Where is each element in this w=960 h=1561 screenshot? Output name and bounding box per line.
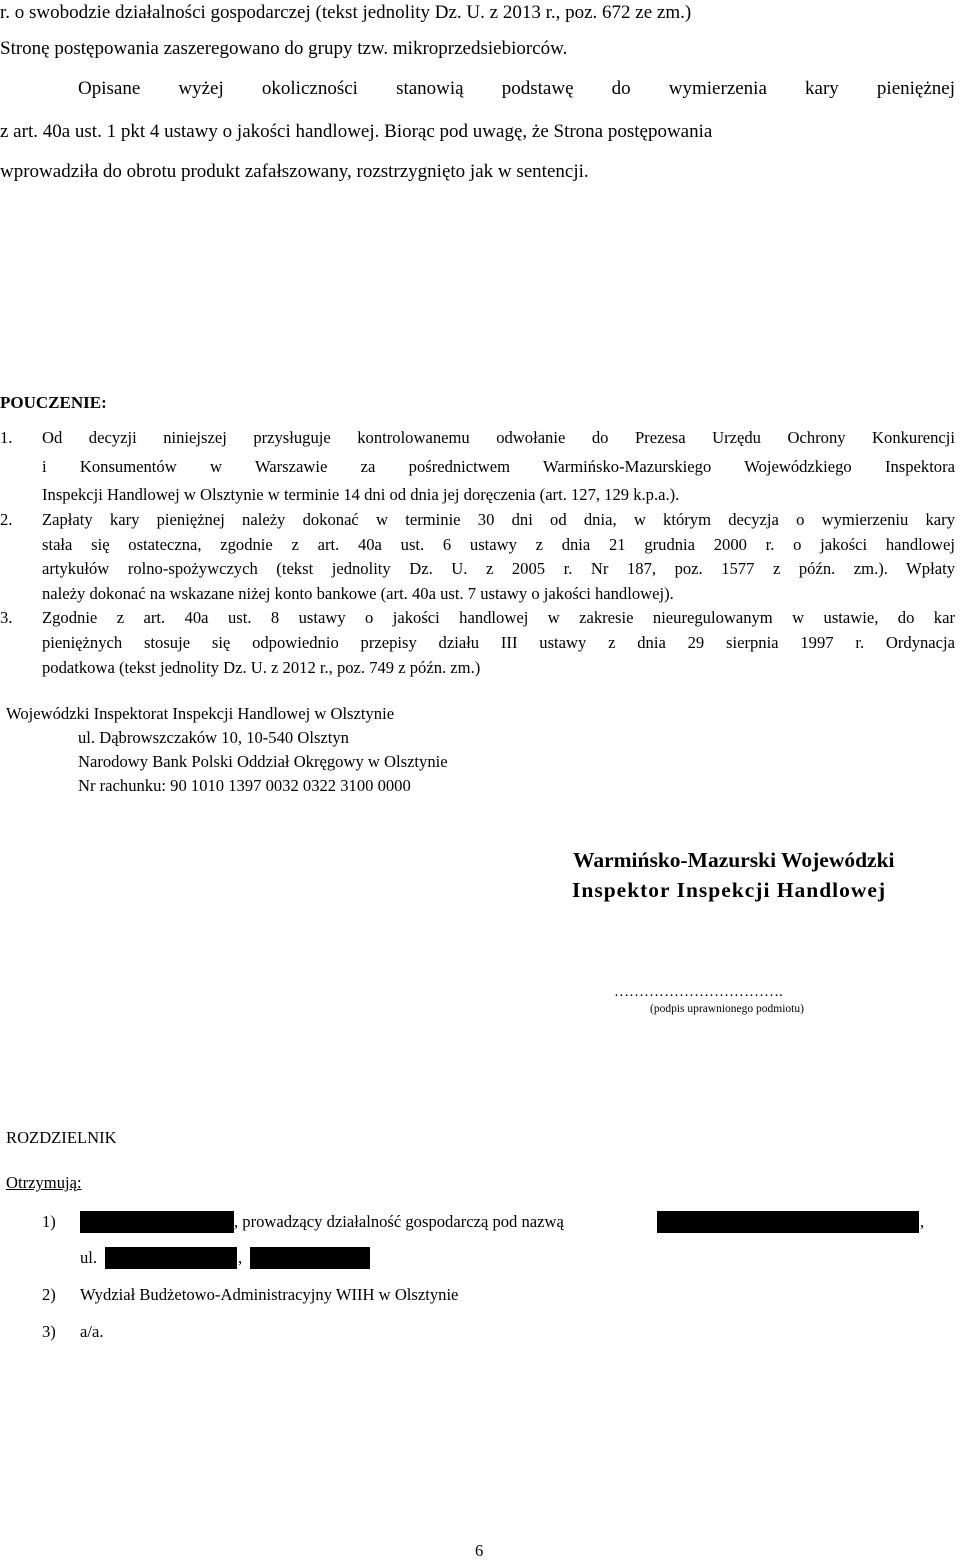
pouczenie-item-2-number: 2.: [0, 510, 13, 529]
redaction-name: [80, 1211, 234, 1233]
pouczenie-item-2-line-4: należy dokonać na wskazane niżej konto bankowe (art. 40a ust. 7 ustawy o jakości handlowej).: [42, 584, 674, 603]
pouczenie-item-1-number: 1.: [0, 428, 13, 447]
page-number: 6: [475, 1541, 484, 1560]
redaction-street: [105, 1247, 237, 1269]
intro-line-1: r. o swobodzie działalności gospodarczej (tekst jednolity Dz. U. z 2013 r., poz. 672 ze zm.): [0, 2, 692, 23]
pouczenie-item-2-line-1: Zapłaty kary pieniężnej należy dokonać w terminie 30 dni od dnia, w którym decyzja o wymierzeniu kary: [42, 510, 955, 529]
signature-title-line-2: Inspektor Inspekcji Handlowej: [572, 878, 887, 902]
distribution-item-2-text: Wydział Budżetowo-Administracyjny WIIH w Olsztynie: [80, 1285, 459, 1304]
intro-line-2: Stronę postępowania zaszeregowano do grupy tzw. mikroprzedsiebiorców.: [0, 38, 568, 59]
pouczenie-item-1-line-2: i Konsumentów w Warszawie za pośrednictwem Warmińsko-Mazurskiego Wojewódzkiego Inspektora: [42, 457, 955, 476]
pouczenie-item-1-line-3: Inspekcji Handlowej w Olsztynie w terminie 14 dni od dnia jej doręczenia (art. 127, 129 k.p.a.).: [42, 485, 680, 504]
pouczenie-item-3-line-2: pieniężnych stosuje się odpowiednio przepisy działu III ustawy z dnia 29 sierpnia 1997 r. Ordynacja: [42, 633, 955, 652]
rozdzielnik-heading: ROZDZIELNIK: [6, 1128, 117, 1147]
bank-name: Narodowy Bank Polski Oddział Okręgowy w Olsztynie: [78, 752, 448, 771]
pouczenie-item-2-line-2: stała się ostateczna, zgodnie z art. 40a ust. 6 ustawy z dnia 21 grudnia 2000 r. o jakości handlowej: [42, 535, 955, 554]
distribution-item-1-number: 1): [42, 1212, 56, 1231]
signature-caption: (podpis uprawnionego podmiotu): [650, 1003, 804, 1015]
bank-address: ul. Dąbrowszczaków 10, 10-540 Olsztyn: [78, 728, 349, 747]
bank-account: Nr rachunku: 90 1010 1397 0032 0322 3100 0000: [78, 776, 411, 795]
pouczenie-heading: POUCZENIE:: [0, 393, 107, 412]
distribution-item-2-number: 2): [42, 1285, 56, 1304]
pouczenie-item-3-number: 3.: [0, 608, 13, 627]
distribution-item-1-street-label: ul.: [80, 1248, 98, 1267]
distribution-item-1-comma: ,: [920, 1212, 925, 1231]
bank-institution: Wojewódzki Inspektorat Inspekcji Handlowej w Olsztynie: [6, 704, 395, 723]
pouczenie-item-1-line-1: Od decyzji niniejszej przysługuje kontrolowanemu odwołanie do Prezesa Urzędu Ochrony Konkurencji: [42, 428, 955, 447]
redaction-city: [250, 1247, 370, 1269]
signature-dots: …………………………….: [614, 984, 783, 1000]
pouczenie-item-3-line-1: Zgodnie z art. 40a ust. 8 ustawy o jakości handlowej w zakresie nieuregulowanym w ustawie, do kar: [42, 608, 955, 627]
intro-line-5: wprowadziła do obrotu produkt zafałszowany, rozstrzygnięto jak w sentencji.: [0, 161, 589, 182]
intro-line-3: Opisane wyżej okoliczności stanowią podstawę do wymierzenia kary pieniężnej: [78, 78, 955, 99]
distribution-item-3-number: 3): [42, 1322, 56, 1341]
otrzymuja-label: Otrzymują:: [6, 1173, 82, 1192]
signature-title-line-1: Warmińsko-Mazurski Wojewódzki: [573, 848, 895, 872]
distribution-item-1-separator: ,: [238, 1248, 243, 1267]
intro-line-4: z art. 40a ust. 1 pkt 4 ustawy o jakości handlowej. Biorąc pod uwagę, że Strona postępowania: [0, 121, 713, 142]
pouczenie-item-2-line-3: artykułów rolno-spożywczych (tekst jednolity Dz. U. z 2005 r. Nr 187, poz. 1577 z późn. zm.). Wpłaty: [42, 559, 955, 578]
distribution-item-3-text: a/a.: [80, 1322, 104, 1341]
redaction-company-name: [657, 1211, 919, 1233]
pouczenie-item-3-line-3: podatkowa (tekst jednolity Dz. U. z 2012 r., poz. 749 z późn. zm.): [42, 658, 481, 677]
distribution-item-1-text: , prowadzący działalność gospodarczą pod nazwą: [234, 1212, 564, 1231]
